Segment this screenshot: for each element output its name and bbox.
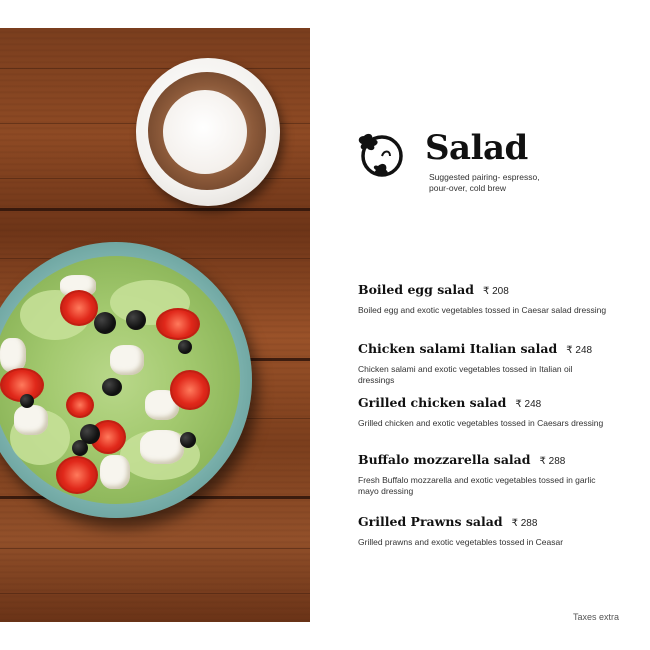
tomato-slice: [60, 290, 98, 326]
taxes-note: Taxes extra: [573, 612, 620, 622]
item-description: Grilled chicken and exotic vegetables tossed in Caesars dressing: [358, 418, 604, 428]
item-price: ₹ 208: [482, 286, 509, 297]
menu-item: [358, 341, 620, 386]
egg-slice: [140, 430, 184, 464]
tomato-slice: [156, 308, 200, 340]
wood-grain: [0, 68, 310, 69]
item-name: Buffalo mozzarella salad: [358, 452, 531, 467]
item-name: Grilled Prawns salad: [358, 514, 503, 529]
menu-item: [358, 282, 620, 316]
item-description: Chicken salami and exotic vegetables tossed in Italian oil dressings: [358, 364, 573, 385]
item-price: ₹ 288: [539, 456, 566, 467]
plank-gap: [0, 208, 310, 211]
olive: [126, 310, 146, 330]
item-description: Grilled prawns and exotic vegetables tossed in Ceasar: [358, 537, 564, 547]
tomato-slice: [56, 456, 98, 494]
floral-coffee-logo-icon: [354, 128, 406, 180]
olive: [94, 312, 116, 334]
wood-grain: [0, 593, 310, 594]
wood-grain: [0, 548, 310, 549]
coffee-foam: [163, 90, 247, 174]
item-price: ₹ 248: [515, 399, 542, 410]
egg-slice: [0, 338, 26, 372]
olive: [20, 394, 34, 408]
olive: [72, 440, 88, 456]
olive: [102, 378, 122, 396]
item-description: Fresh Buffalo mozzarella and exotic vegetables tossed in garlic mayo dressing: [358, 475, 596, 496]
olive: [178, 340, 192, 354]
item-name: Chicken salami Italian salad: [358, 341, 558, 356]
egg-slice: [14, 405, 48, 435]
item-price: ₹ 288: [511, 518, 538, 529]
tomato-slice: [66, 392, 94, 418]
item-price: ₹ 248: [566, 345, 593, 356]
egg-slice: [100, 455, 130, 489]
item-name: Boiled egg salad: [358, 282, 474, 297]
pairing-suggestion: Suggested pairing- espresso, pour-over, cold brew: [429, 172, 540, 193]
olive: [180, 432, 196, 448]
menu-item: [358, 514, 620, 548]
egg-slice: [110, 345, 144, 375]
menu-item: [358, 395, 620, 429]
tomato-slice: [170, 370, 210, 410]
item-name: Grilled chicken salad: [358, 395, 507, 410]
item-description: Boiled egg and exotic vegetables tossed in Caesar salad dressing: [358, 305, 607, 315]
menu-item: [358, 452, 620, 497]
page-title: Salad: [425, 128, 528, 168]
